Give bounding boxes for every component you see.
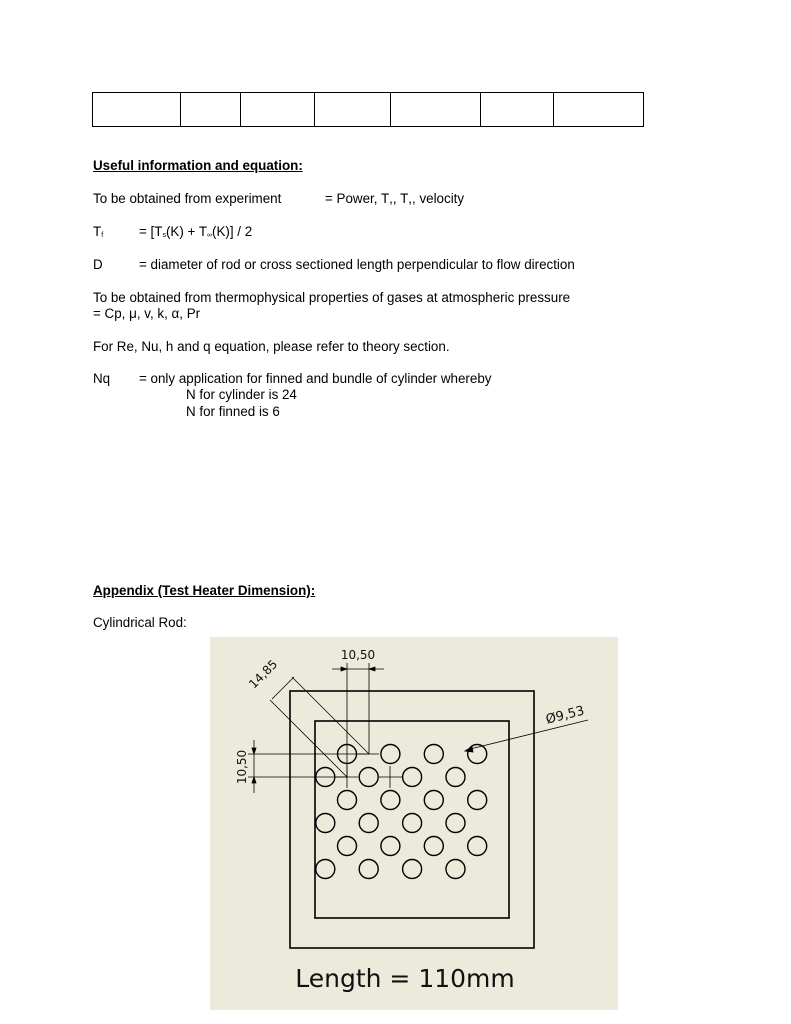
rod-hole bbox=[424, 745, 443, 764]
dim-horizontal-label: 10,50 bbox=[340, 648, 376, 662]
rod-hole bbox=[468, 837, 487, 856]
rod-hole bbox=[424, 837, 443, 856]
d-symbol: D bbox=[93, 257, 103, 272]
rod-hole bbox=[338, 837, 357, 856]
table-cell bbox=[93, 93, 181, 127]
table-cell bbox=[315, 93, 391, 127]
figure-caption: Cylindrical Rod: bbox=[93, 615, 187, 630]
empty-data-table bbox=[92, 92, 644, 127]
rod-hole bbox=[468, 791, 487, 810]
rod-hole bbox=[446, 768, 465, 787]
heater-drawing bbox=[210, 637, 618, 1010]
nq-line-1: = only application for finned and bundle of cylinder whereby bbox=[139, 371, 492, 386]
inner-frame bbox=[315, 721, 509, 918]
dim-vertical-label: 10,50 bbox=[235, 749, 249, 785]
length-label: Length = 110mm bbox=[295, 964, 515, 993]
dim-diagonal bbox=[270, 677, 369, 777]
tf-symbol: $T_f$ bbox=[93, 224, 104, 239]
nq-symbol: Nq bbox=[93, 371, 111, 386]
section-header: Useful information and equation: bbox=[93, 158, 303, 173]
table-cell bbox=[181, 93, 241, 127]
nq-line-2: N for cylinder is 24 bbox=[186, 387, 297, 402]
experiment-values: = Power, T,, T,, velocity bbox=[325, 191, 465, 206]
rod-hole bbox=[403, 814, 422, 833]
rod-hole bbox=[424, 791, 443, 810]
rod-hole bbox=[381, 745, 400, 764]
outer-frame bbox=[290, 691, 534, 948]
d-definition: = diameter of rod or cross sectioned length perpendicular to flow direction bbox=[139, 257, 575, 272]
dim-diagonal-label: 14,85 bbox=[246, 657, 281, 692]
rod-hole bbox=[359, 860, 378, 879]
theory-note: For Re, Nu, h and q equation, please refer to theory section. bbox=[93, 339, 450, 354]
dim-vertical bbox=[248, 740, 369, 793]
rod-hole bbox=[338, 791, 357, 810]
rod-hole bbox=[316, 860, 335, 879]
thermo-line-2: = Cp, μ, v, k, α, Pr bbox=[93, 306, 201, 321]
rod-hole bbox=[446, 860, 465, 879]
appendix-header: Appendix (Test Heater Dimension): bbox=[93, 583, 316, 598]
center-marks bbox=[336, 754, 402, 788]
dim-diameter-label: Ø9,53 bbox=[544, 703, 586, 728]
nq-line-3: N for finned is 6 bbox=[186, 404, 280, 419]
tf-equation: = $[T_s(K) + T_\infty(K)] / 2$ bbox=[139, 224, 253, 239]
table-row bbox=[93, 93, 644, 127]
drawing-canvas bbox=[210, 637, 618, 1010]
table-cell bbox=[391, 93, 481, 127]
rod-hole bbox=[359, 814, 378, 833]
rod-hole bbox=[403, 860, 422, 879]
experiment-label: To be obtained from experiment bbox=[93, 191, 282, 206]
rod-hole bbox=[316, 814, 335, 833]
thermo-line-1: To be obtained from thermophysical properties of gases at atmospheric pressure bbox=[93, 290, 571, 305]
rod-hole bbox=[359, 768, 378, 787]
rod-hole bbox=[446, 814, 465, 833]
rod-hole bbox=[381, 791, 400, 810]
table-cell bbox=[554, 93, 644, 127]
table-cell bbox=[481, 93, 554, 127]
table-cell bbox=[241, 93, 315, 127]
rod-hole bbox=[381, 837, 400, 856]
rod-hole bbox=[403, 768, 422, 787]
